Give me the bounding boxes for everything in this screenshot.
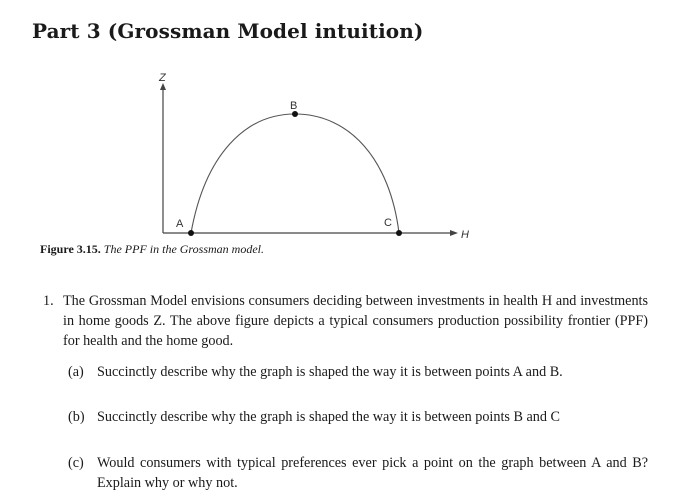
subquestion-c-label: (c): [68, 455, 84, 471]
point-c-marker: [396, 230, 402, 236]
subquestion-b-label: (b): [68, 409, 85, 425]
figure-caption: [40, 242, 264, 257]
z-axis-label: Z: [159, 72, 166, 84]
ppf-curve: [191, 114, 399, 233]
caption-text: The PPF in the Grossman model.: [103, 242, 264, 256]
subquestion-c-text: Would consumers with typical preferences ever pick a point on the graph between A and B? Explain why or why not.: [97, 455, 648, 491]
question-1: [43, 291, 648, 351]
caption-label: Figure 3.15.: [40, 242, 101, 256]
point-c-label: C: [384, 217, 392, 229]
subquestion-a-text: Succinctly describe why the graph is shaped the way it is between points A and B.: [97, 364, 563, 380]
heading-title: (Grossman Model intuition): [107, 19, 424, 43]
subquestion-c: [68, 453, 648, 493]
point-a-label: A: [176, 218, 184, 230]
h-axis-arrow: [450, 230, 458, 236]
heading-part: Part 3: [32, 19, 101, 43]
question-1-number: 1.: [43, 293, 54, 309]
subquestion-a-label: (a): [68, 364, 84, 380]
subquestion-a: [68, 362, 648, 382]
subquestion-b-text: Succinctly describe why the graph is shaped the way it is between points B and C: [97, 409, 560, 425]
z-axis-arrow: [160, 83, 166, 90]
subquestion-b: [68, 407, 648, 427]
h-axis-label: H: [461, 229, 469, 241]
point-b-label: B: [290, 100, 298, 112]
question-1-text: The Grossman Model envisions consumers deciding between investments in health H and investments in home goods Z. The above figure depicts a typical consumers production possibility frontier (PPF) for health and the home good.: [63, 293, 648, 349]
point-a-marker: [188, 230, 194, 236]
